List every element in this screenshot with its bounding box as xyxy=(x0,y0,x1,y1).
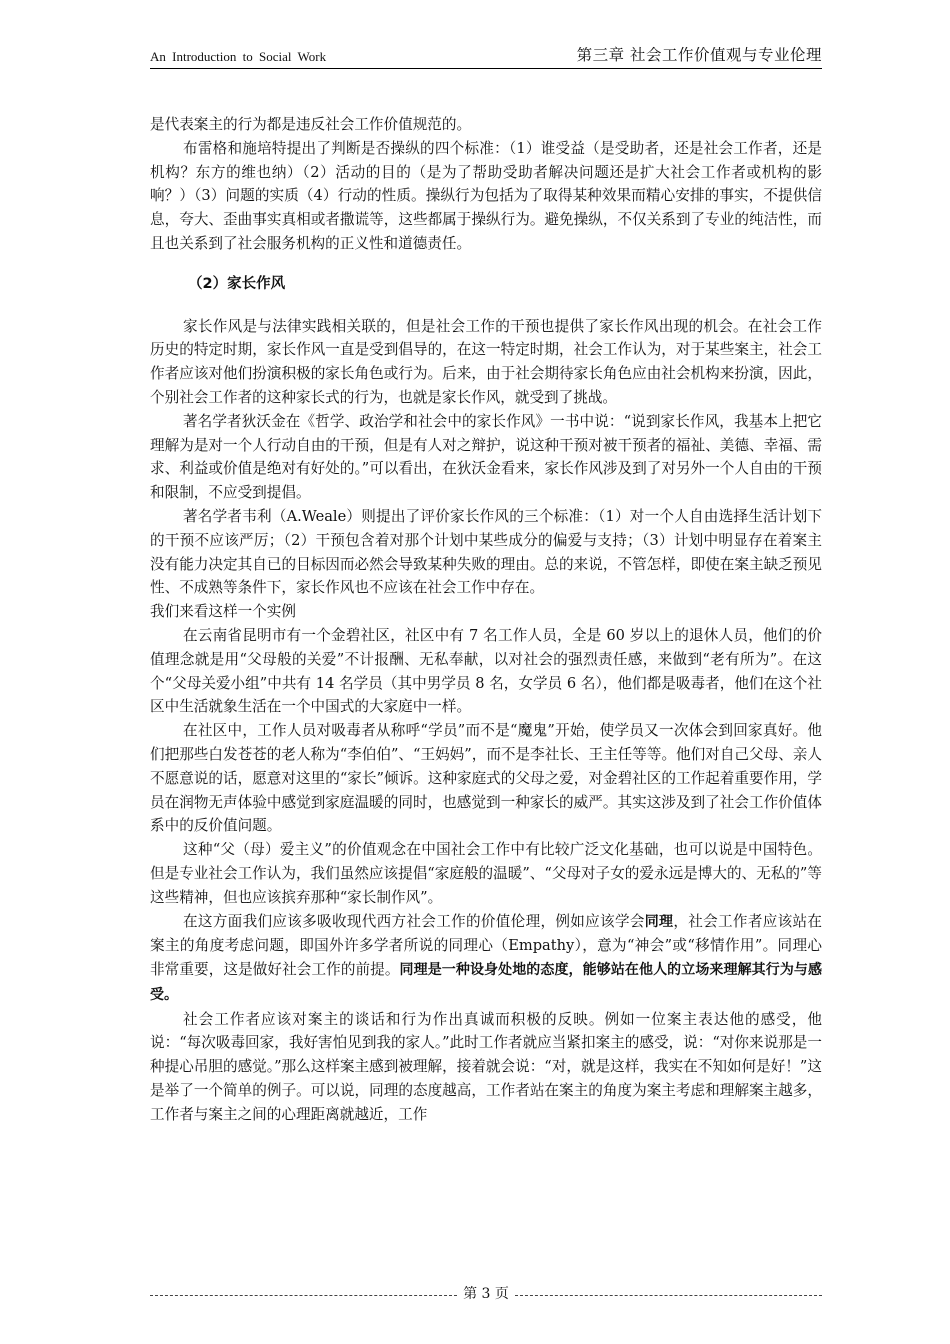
paragraph: 家长作风是与法律实践相关联的，但是社会工作的干预也提供了家长作风出现的机会。在社会工作历史的特定时期，家长作风一直是受到倡导的，在这一特定时期，社会工作认为，对于某些案主，社会工作者应该对他们扮演积极的家长角色或行为。后来，由于社会期待家长角色应由社会机构来扮演，因此，个别社会工作者的这种家长式的行为，也就是家长作风，就受到了挑战。 xyxy=(150,317,822,406)
text-run: 在这方面我们应该多吸收现代西方社会工作的价值伦理，例如应该学会 xyxy=(183,912,645,930)
text-run: ，社会工作者应该站在案主的角度考虑问题，即国外许多学者所说的同理心（Empathy），意为“神会”或“移情作用”。同理心非常重要，这是做好社会工作的前提。 xyxy=(150,912,822,979)
paragraph: 社会工作者应该对案主的谈话和行为作出真诚而积极的反映。例如一位案主表达他的感受，他说：“每次吸毒回家，我好害怕见到我的家人。”此时工作者就应当紧扣案主的感受，说：“对你来说那是一种提心吊胆的感觉。”那么这样案主感到被理解，接着就会说：“对，就是这样，我实在不知如何是好！”这是举了一个简单的例子。可以说，同理的态度越高，工作者站在案主的角度为案主考虑和理解案主越多，工作者与案主之间的心理距离就越近，工作 xyxy=(150,1010,822,1123)
paragraph: 在云南省昆明市有一个金碧社区，社区中有 7 名工作人员，全是 60 岁以上的退休人员，他们的价值理念就是用“父母般的关爱”不计报酬、无私奉献，以对社会的强烈责任感，来做到“老有所为”。在这个“父母关爱小组”中共有 14 名学员（其中男学员 8 名，女学员 6 名），他们都是吸毒者，他们在这个社区中生活就象生活在一个中国式的大家庭中一样。 xyxy=(150,626,822,716)
emphasis-term: 同理 xyxy=(644,913,674,930)
header-book-title: An Introduction to Social Work xyxy=(150,49,327,64)
paragraph: 我们来看这样一个实例 xyxy=(150,603,296,621)
footer-divider-left xyxy=(150,1295,457,1296)
section-heading: （2）家长作风 xyxy=(188,275,286,292)
page-footer xyxy=(150,1283,822,1303)
footer-divider-right xyxy=(515,1295,822,1296)
paragraph: 著名学者韦利（A.Weale）则提出了评价家长作风的三个标准：（1）对一个人自由选择生活计划下的干预不应该严厉；（2）干预包含着对那个计划中某些成分的偏爱与支持；（3）计划中明显存在着案主没有能力决定其自已的目标因而必然会导致某种失败的理由。总的来说，不管怎样，即使在案主缺乏预见性、不成熟等条件下，家长作风也不应该在社会工作中存在。 xyxy=(150,507,822,597)
document-body xyxy=(150,113,822,1127)
paragraph xyxy=(150,910,822,1008)
paragraph: 这种“父（母）爱主义”的价值观念在中国社会工作中有比较广泛文化基础，也可以说是中国特色。但是专业社会工作认为，我们虽然应该提倡“家庭般的温暖”、“父母对子女的爱永远是博大的、无私的”等这些精神，但也应该摈弃那种“家长制作风”。 xyxy=(150,841,822,906)
paragraph: 是代表案主的行为都是违反社会工作价值规范的。 xyxy=(150,116,472,133)
header-chapter-title: 第三章 社会工作价值观与专业伦理 xyxy=(576,46,822,64)
paragraph: 著名学者狄沃金在《哲学、政治学和社会中的家长作风》一书中说：“说到家长作风，我基本上把它理解为是对一个人行动自由的干预，但是有人对之辩护，说这种干预对被干预者的福祉、美德、幸福、需求、利益或价值是绝对有好处的。”可以看出，在狄沃金看来，家长作风涉及到了对另外一个人自由的干预和限制，不应受到提倡。 xyxy=(150,412,822,502)
paragraph: 布雷格和施培特提出了判断是否操纵的四个标准：（1）谁受益（是受助者，还是社会工作者，还是机构？东方的维也纳）（2）活动的目的（是为了帮助受助者解决问题还是扩大社会工作者或机构的影响？）（3）问题的实质（4）行动的性质。操纵行为包括为了取得某种效果而精心安排的事实，不提供信息，夸大、歪曲事实真相或者撒谎等，这些都属于操纵行为。避免操纵，不仅关系到了专业的纯洁性，而且也关系到了社会服务机构的正义性和道德责任。 xyxy=(150,139,822,252)
page-header xyxy=(150,40,822,69)
page-number: 第 3 页 xyxy=(463,1286,509,1302)
paragraph: 在社区中，工作人员对吸毒者从称呼“学员”而不是“魔鬼”开始，使学员又一次体会到回家真好。他们把那些白发苍苍的老人称为“李伯伯”、“王妈妈”，而不是李社长、王主任等等。他们对自己父母、亲人不愿意说的话，愿意对这里的“家长”倾诉。这种家庭式的父母之爱，对金碧社区的工作起着重要作用，学员在润物无声体验中感觉到家庭温暖的同时，也感觉到一种家长的威严。其实这涉及到了社会工作价值体系中的反价值问题。 xyxy=(150,722,822,835)
emphasis-definition: 同理是一种设身处地的态度，能够站在他人的立场来理解其行为与感受。 xyxy=(150,962,822,1003)
